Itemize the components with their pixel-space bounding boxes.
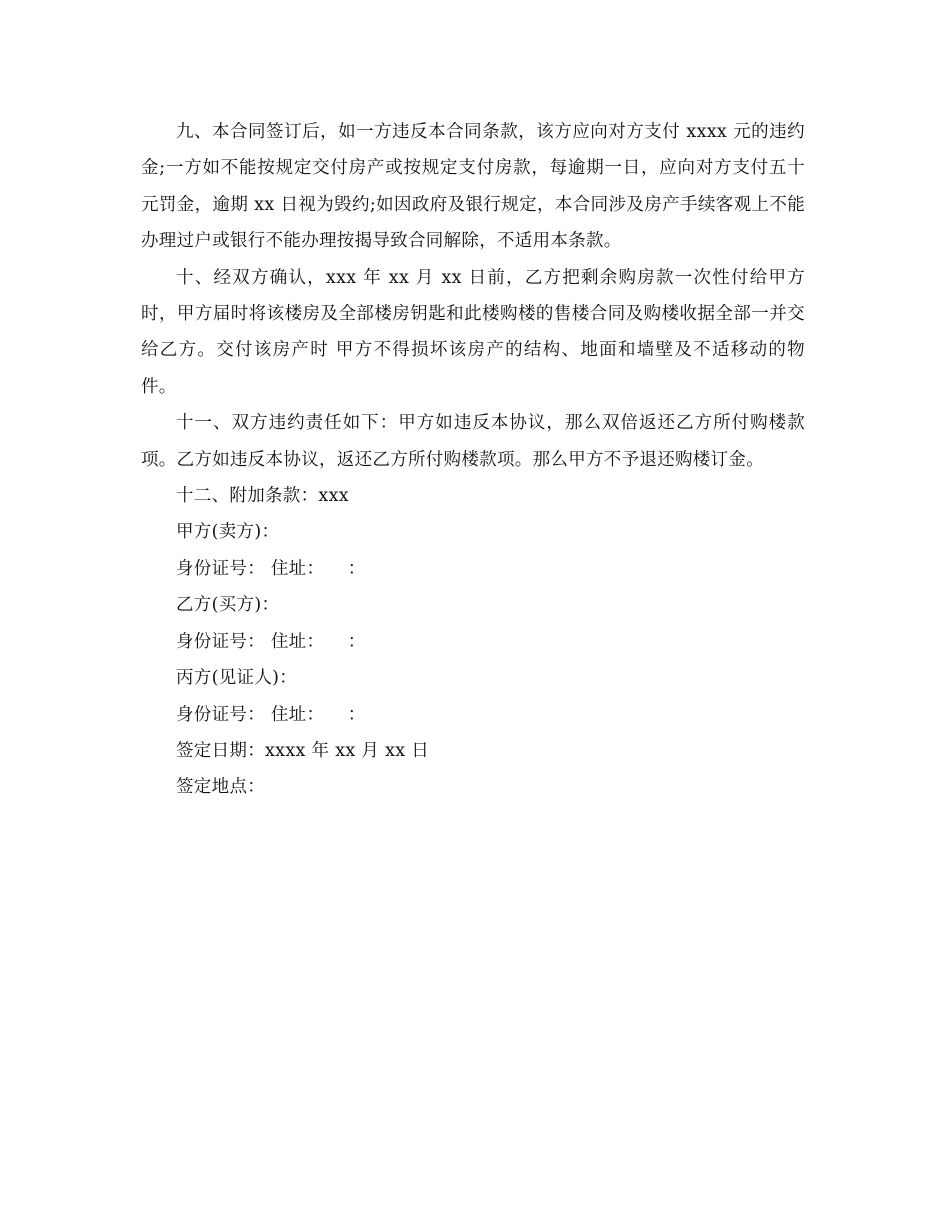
party-a-line: 甲方(卖方)： — [176, 522, 280, 543]
contract-body — [141, 114, 805, 806]
sign-place-line: 签定地点： — [176, 777, 265, 798]
party-b-line: 乙方(买方)： — [176, 595, 280, 616]
additional-terms-line: 十二、附加条款：xxx — [176, 486, 349, 507]
clause-ten-paragraph: 十、经双方确认，xxx 年 xx 月 xx 日前，乙方把剩余购房款一次性付给甲方时，甲方届时将该楼房及全部楼房钥匙和此楼购楼的售楼合同及购楼收据全部一并交给乙方。交付该房产时 甲方不得损坏该房产的结构、地面和墙壁及不适移动的物件。 — [141, 267, 805, 397]
sign-date-line: 签定日期：xxxx 年 xx 月 xx 日 — [176, 740, 430, 761]
clause-nine-paragraph: 九、本合同签订后，如一方违反本合同条款，该方应向对方支付 xxxx 元的违约金;一方如不能按规定交付房产或按规定支付房款，每逾期一日，应向对方支付五十元罚金，逾期 xx 日视为毁约;如因政府及银行规定，本合同涉及房产手续客观上不能办理过户或银行不能办理按揭导致合同解除，不适用本条款。 — [141, 122, 805, 252]
party-b-id-address-line: 身份证号： 住址： ： — [176, 631, 366, 652]
party-c-witness-line: 丙方(见证人)： — [176, 668, 298, 689]
party-c-id-address-line: 身份证号： 住址： ： — [176, 704, 366, 725]
party-a-id-address-line: 身份证号： 住址： ： — [176, 558, 366, 579]
clause-eleven-paragraph: 十一、双方违约责任如下：甲方如违反本协议，那么双倍返还乙方所付购楼款项。乙方如违反本协议，返还乙方所付购楼款项。那么甲方不予退还购楼订金。 — [141, 413, 805, 470]
